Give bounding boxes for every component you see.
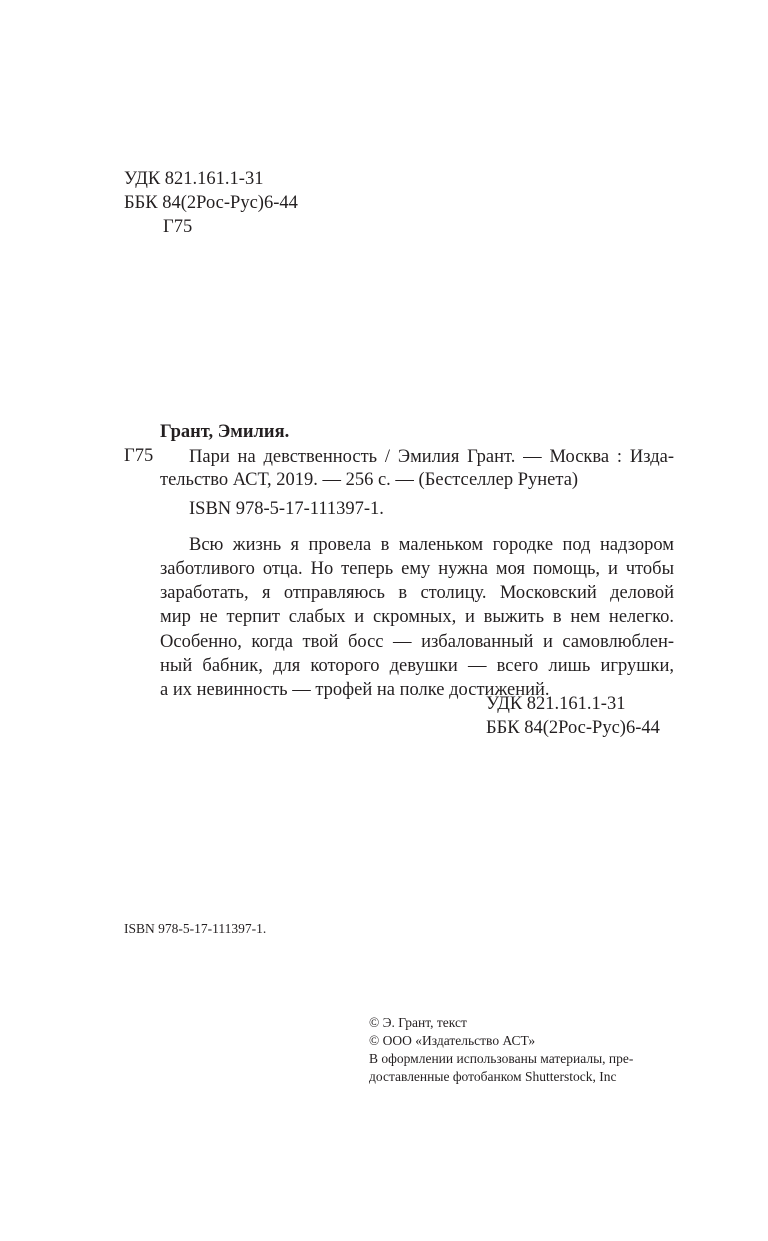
udk-code: УДК 821.161.1-31 <box>124 169 264 189</box>
annotation-line: заботливого отца. Но теперь ему нужна моя помощь, и чтобы <box>160 559 674 579</box>
catalog-bbk: ББК 84(2Рос-Рус)6-44 <box>486 718 660 738</box>
bbk-code: ББК 84(2Рос-Рус)6-44 <box>124 193 298 213</box>
catalog-isbn: ISBN 978-5-17-111397-1. <box>189 499 384 519</box>
author-heading: Грант, Эмилия. <box>160 422 290 442</box>
copyright-author: © Э. Грант, текст <box>369 1015 467 1030</box>
copyright-publisher: © ООО «Издательство АСТ» <box>369 1033 536 1048</box>
author-mark: Г75 <box>163 217 193 237</box>
catalog-udk: УДК 821.161.1-31 <box>486 694 626 714</box>
annotation-line: Всю жизнь я провела в маленьком городке под надзором <box>189 535 674 555</box>
annotation-line: ный бабник, для которого девушки — всего лишь игрушки, <box>160 656 674 676</box>
title-line-2: тельство АСТ, 2019. — 256 с. — (Бестселлер Рунета) <box>160 470 579 490</box>
annotation-line: заработать, я отправляюсь в столицу. Московский деловой <box>160 583 674 603</box>
bottom-isbn: ISBN 978-5-17-111397-1. <box>124 921 267 936</box>
catalog-author-mark: Г75 <box>124 446 154 466</box>
image-credit-line-1: В оформлении использованы материалы, пре- <box>369 1051 634 1066</box>
annotation-line: а их невинность — трофей на полке достижений. <box>160 680 550 700</box>
title-line-1: Пари на девственность / Эмилия Грант. — Москва : Изда- <box>189 447 674 467</box>
image-credit-line-2: доставленные фотобанком Shutterstock, Inc <box>369 1069 617 1084</box>
annotation-line: Особенно, когда твой босс — избалованный и самовлюблен- <box>160 632 674 652</box>
annotation-line: мир не терпит слабых и скромных, и выжить в нем нелегко. <box>160 607 674 627</box>
